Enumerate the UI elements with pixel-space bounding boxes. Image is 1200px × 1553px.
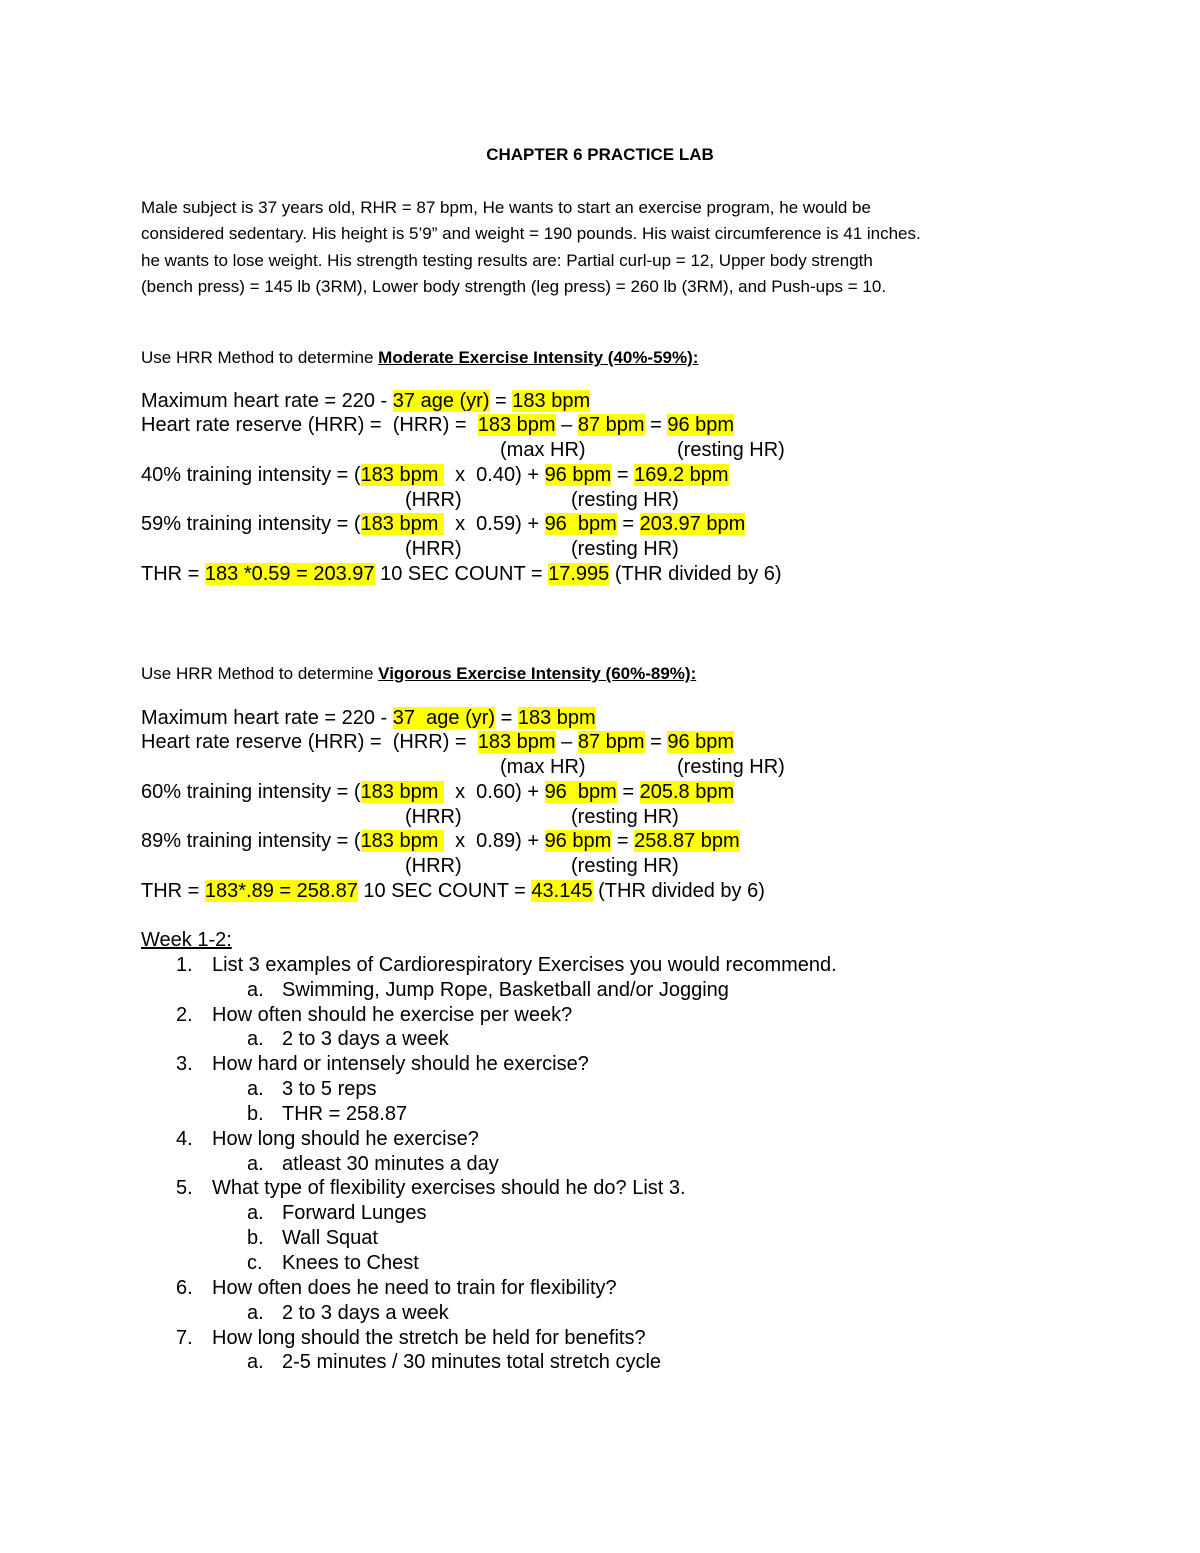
- annotation-label: (resting HR): [571, 805, 679, 828]
- highlighted-value: 37 age (yr): [392, 389, 490, 412]
- question-text: List 3 examples of Cardiorespiratory Exercises you would recommend.: [212, 953, 837, 976]
- formula-text: 60% training intensity = (: [141, 780, 361, 803]
- highlighted-value: 87 bpm: [577, 731, 645, 754]
- subject-description: [141, 195, 1081, 300]
- annotation-label: (resting HR): [571, 488, 679, 511]
- answer-item: [141, 1301, 449, 1326]
- highlighted-value: 183 bpm: [360, 780, 444, 803]
- highlighted-value: 183 bpm: [512, 389, 591, 412]
- answer-text: THR = 258.87: [282, 1102, 408, 1125]
- annotation-label: (resting HR): [677, 439, 785, 461]
- highlighted-value: 205.8 bpm: [639, 780, 735, 803]
- page-title: CHAPTER 6 PRACTICE LAB: [486, 145, 714, 164]
- highlighted-value: 87 bpm: [577, 414, 645, 437]
- highlighted-value: 183 bpm: [477, 731, 556, 754]
- annotation-label: (HRR): [405, 805, 462, 828]
- formula-line: [141, 389, 782, 414]
- answer-item: [141, 1226, 378, 1251]
- annotation-line: [141, 438, 785, 463]
- list-marker: a.: [247, 1078, 264, 1101]
- highlighted-value: 96 bpm: [544, 830, 612, 853]
- question-item: [141, 1176, 686, 1201]
- annotation-label: (max HR): [500, 439, 586, 461]
- formula-text: x 0.40) +: [443, 463, 545, 486]
- formula-text: THR =: [141, 879, 205, 902]
- question-item: [141, 1276, 617, 1301]
- formula-text: x 0.59) +: [443, 513, 545, 536]
- list-marker: 5.: [176, 1177, 193, 1200]
- list-marker: c.: [247, 1251, 263, 1274]
- formula-line: [141, 730, 765, 755]
- answer-text: 2-5 minutes / 30 minutes total stretch cycle: [282, 1351, 662, 1374]
- answer-text: Wall Squat: [282, 1227, 378, 1250]
- list-marker: 4.: [176, 1127, 193, 1150]
- intro-line: Male subject is 37 years old, RHR = 87 bpm, He wants to start an exercise program, he would be: [141, 198, 871, 217]
- highlighted-value: 258.87 bpm: [634, 830, 740, 853]
- highlighted-value: 203.97 bpm: [639, 513, 746, 536]
- answer-text: 2 to 3 days a week: [282, 1301, 449, 1324]
- highlighted-value: 96 bpm: [667, 731, 735, 754]
- highlighted-value: 183 bpm: [360, 513, 444, 536]
- formula-text: Maximum heart rate = 220 -: [141, 389, 393, 412]
- formula-text: =: [644, 414, 668, 437]
- intro-line: considered sedentary. His height is 5’9” and weight = 190 pounds. His waist circumference is 41 inches.: [141, 224, 921, 244]
- highlighted-value: 43.145: [531, 879, 593, 902]
- formula-line: [141, 829, 765, 854]
- annotation-line: [141, 805, 765, 830]
- annotation-label: (resting HR): [571, 855, 679, 877]
- annotation-label: (HRR): [405, 488, 462, 511]
- highlighted-value: 169.2 bpm: [634, 463, 729, 486]
- highlighted-value: 183 bpm: [477, 414, 556, 437]
- question-item: [141, 953, 837, 978]
- formula-text: =: [611, 463, 635, 486]
- answer-item: [141, 1201, 427, 1226]
- annotation-line: [141, 537, 782, 562]
- list-marker: a.: [247, 1202, 264, 1225]
- formula-text: –: [555, 414, 578, 437]
- annotation-label: (max HR): [500, 756, 586, 778]
- answer-item: [141, 978, 729, 1003]
- formula-text: (THR divided by 6): [609, 562, 782, 585]
- intro-line: he wants to lose weight. His strength testing results are: Partial curl-up = 12, Upper body strength: [141, 250, 873, 270]
- answer-item: [141, 1350, 662, 1375]
- moderate-formulas: [141, 389, 785, 587]
- answer-item: [141, 1077, 377, 1102]
- formula-line: [141, 706, 765, 731]
- highlighted-value: 183 bpm: [360, 830, 444, 853]
- highlighted-value: 183 bpm: [360, 463, 444, 486]
- formula-line: [141, 512, 782, 537]
- question-item: [141, 1326, 646, 1351]
- formula-text: =: [616, 513, 640, 536]
- list-marker: 7.: [176, 1326, 193, 1349]
- heading-emphasis: Moderate Exercise Intensity (40%-59%):: [378, 348, 699, 367]
- answer-text: 3 to 5 reps: [282, 1078, 377, 1101]
- annotation-label: (resting HR): [677, 756, 785, 778]
- formula-text: =: [644, 731, 668, 754]
- list-marker: 1.: [176, 953, 193, 976]
- highlighted-value: 37 age (yr): [392, 706, 496, 729]
- list-marker: 2.: [176, 1003, 193, 1026]
- answer-text: atleast 30 minutes a day: [282, 1152, 499, 1175]
- list-marker: b.: [247, 1102, 264, 1125]
- answer-text: 2 to 3 days a week: [282, 1028, 449, 1051]
- list-marker: a.: [247, 1351, 264, 1374]
- question-text: How hard or intensely should he exercise?: [212, 1053, 589, 1076]
- formula-text: (THR divided by 6): [592, 879, 765, 902]
- formula-text: 10 SEC COUNT =: [374, 562, 549, 585]
- annotation-label: (HRR): [405, 855, 462, 877]
- answer-item: [141, 1152, 499, 1177]
- question-item: [141, 1127, 479, 1152]
- formula-text: =: [495, 706, 518, 729]
- heading-prefix: Use HRR Method to determine: [141, 348, 379, 367]
- annotation-line: [141, 755, 785, 780]
- formula-line: [141, 562, 782, 587]
- list-marker: a.: [247, 1152, 264, 1175]
- highlighted-value: 96 bpm: [544, 780, 617, 803]
- answer-item: [141, 1102, 408, 1127]
- list-marker: 6.: [176, 1276, 193, 1299]
- list-marker: a.: [247, 1028, 264, 1051]
- heading-prefix: Use HRR Method to determine: [141, 664, 379, 683]
- answer-item: [141, 1027, 449, 1052]
- formula-text: Heart rate reserve (HRR) = (HRR) =: [141, 731, 478, 754]
- week-section: [141, 928, 837, 1375]
- list-marker: a.: [247, 978, 264, 1001]
- vigorous-heading: [141, 662, 696, 686]
- formula-text: 59% training intensity = (: [141, 513, 361, 536]
- question-item: [141, 1052, 589, 1077]
- intro-line: (bench press) = 145 lb (3RM), Lower body strength (leg press) = 260 lb (3RM), and Push-ups = 10.: [141, 276, 887, 296]
- annotation-label: (resting HR): [571, 538, 679, 560]
- answer-text: Swimming, Jump Rope, Basketball and/or Jogging: [282, 978, 729, 1001]
- question-item: [141, 1003, 573, 1028]
- formula-line: [141, 879, 765, 904]
- annotation-line: [141, 488, 782, 513]
- formula-line: [141, 413, 782, 438]
- moderate-heading: [141, 346, 698, 370]
- formula-text: =: [611, 830, 635, 853]
- highlighted-value: 183 *0.59 = 203.97: [204, 562, 375, 585]
- formula-text: Heart rate reserve (HRR) = (HRR) =: [141, 414, 478, 437]
- list-marker: 3.: [176, 1053, 193, 1076]
- formula-text: 40% training intensity = (: [141, 463, 361, 486]
- highlighted-value: 17.995: [548, 562, 610, 585]
- question-text: What type of flexibility exercises should he do? List 3.: [212, 1177, 686, 1200]
- question-text: How long should the stretch be held for benefits?: [212, 1326, 646, 1349]
- formula-line: [141, 780, 765, 805]
- formula-text: 89% training intensity = (: [141, 830, 361, 853]
- list-marker: b.: [247, 1227, 264, 1250]
- answer-text: Forward Lunges: [282, 1202, 427, 1225]
- formula-text: =: [489, 389, 513, 412]
- formula-text: Maximum heart rate = 220 -: [141, 706, 393, 729]
- highlighted-value: 96 bpm: [544, 513, 617, 536]
- highlighted-value: 183 bpm: [517, 706, 596, 729]
- week-title: Week 1-2:: [141, 929, 232, 951]
- list-marker: a.: [247, 1301, 264, 1324]
- heading-emphasis: Vigorous Exercise Intensity (60%-89%):: [378, 664, 697, 683]
- question-text: How long should he exercise?: [212, 1127, 479, 1150]
- formula-line: [141, 463, 782, 488]
- highlighted-value: 183*.89 = 258.87: [204, 879, 358, 902]
- annotation-line: [141, 854, 765, 879]
- answer-text: Knees to Chest: [282, 1251, 419, 1274]
- answer-item: [141, 1251, 419, 1276]
- question-text: How often does he need to train for flexibility?: [212, 1276, 617, 1299]
- annotation-label: (HRR): [405, 538, 462, 560]
- formula-text: x 0.60) +: [443, 780, 545, 803]
- question-text: How often should he exercise per week?: [212, 1003, 573, 1026]
- formula-text: 10 SEC COUNT =: [357, 879, 532, 902]
- formula-text: –: [555, 731, 578, 754]
- formula-text: x 0.89) +: [443, 830, 545, 853]
- highlighted-value: 96 bpm: [544, 463, 612, 486]
- highlighted-value: 96 bpm: [667, 414, 735, 437]
- formula-text: =: [616, 780, 640, 803]
- formula-text: THR =: [141, 562, 205, 585]
- vigorous-formulas: [141, 706, 785, 904]
